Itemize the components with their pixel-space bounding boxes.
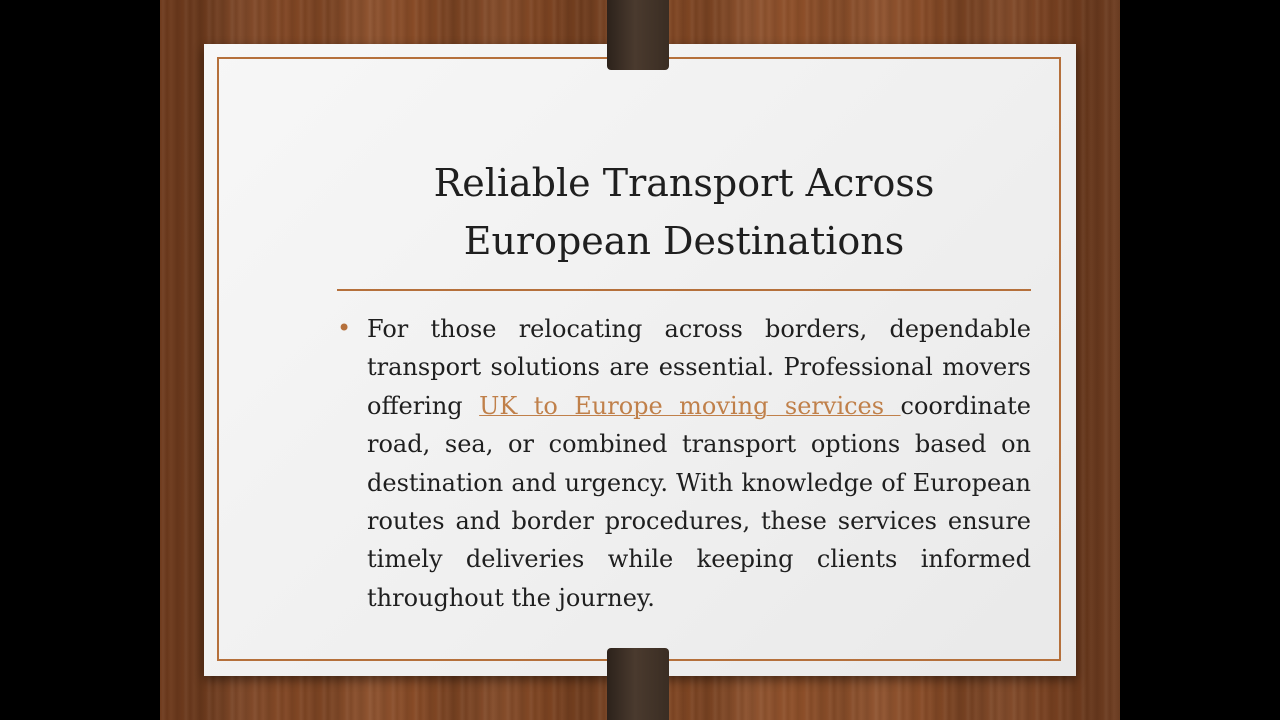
slide-title: Reliable Transport Across European Destinations (433, 161, 935, 263)
bottom-clip (607, 648, 669, 720)
letterbox-left (0, 0, 160, 720)
title-divider (337, 289, 1031, 291)
bullet-icon: • (337, 314, 352, 342)
paragraph-text-after-link: coordinate road, sea, or combined transport options based on destination and urgency. With knowledge of European routes and border procedures, these services ensure timely deliveries while keeping clients informed throughout the journey. (367, 391, 1031, 612)
letterbox-right (1120, 0, 1280, 720)
top-clip (607, 0, 669, 70)
body-paragraph (367, 310, 1031, 617)
content-card (204, 44, 1076, 676)
moving-services-link[interactable]: UK to Europe moving services (479, 391, 901, 420)
paragraph-text-before-link: For those relocating across borders, dependable transport solutions are essential. Professional movers offering (367, 315, 1031, 420)
presentation-slide (160, 0, 1120, 720)
